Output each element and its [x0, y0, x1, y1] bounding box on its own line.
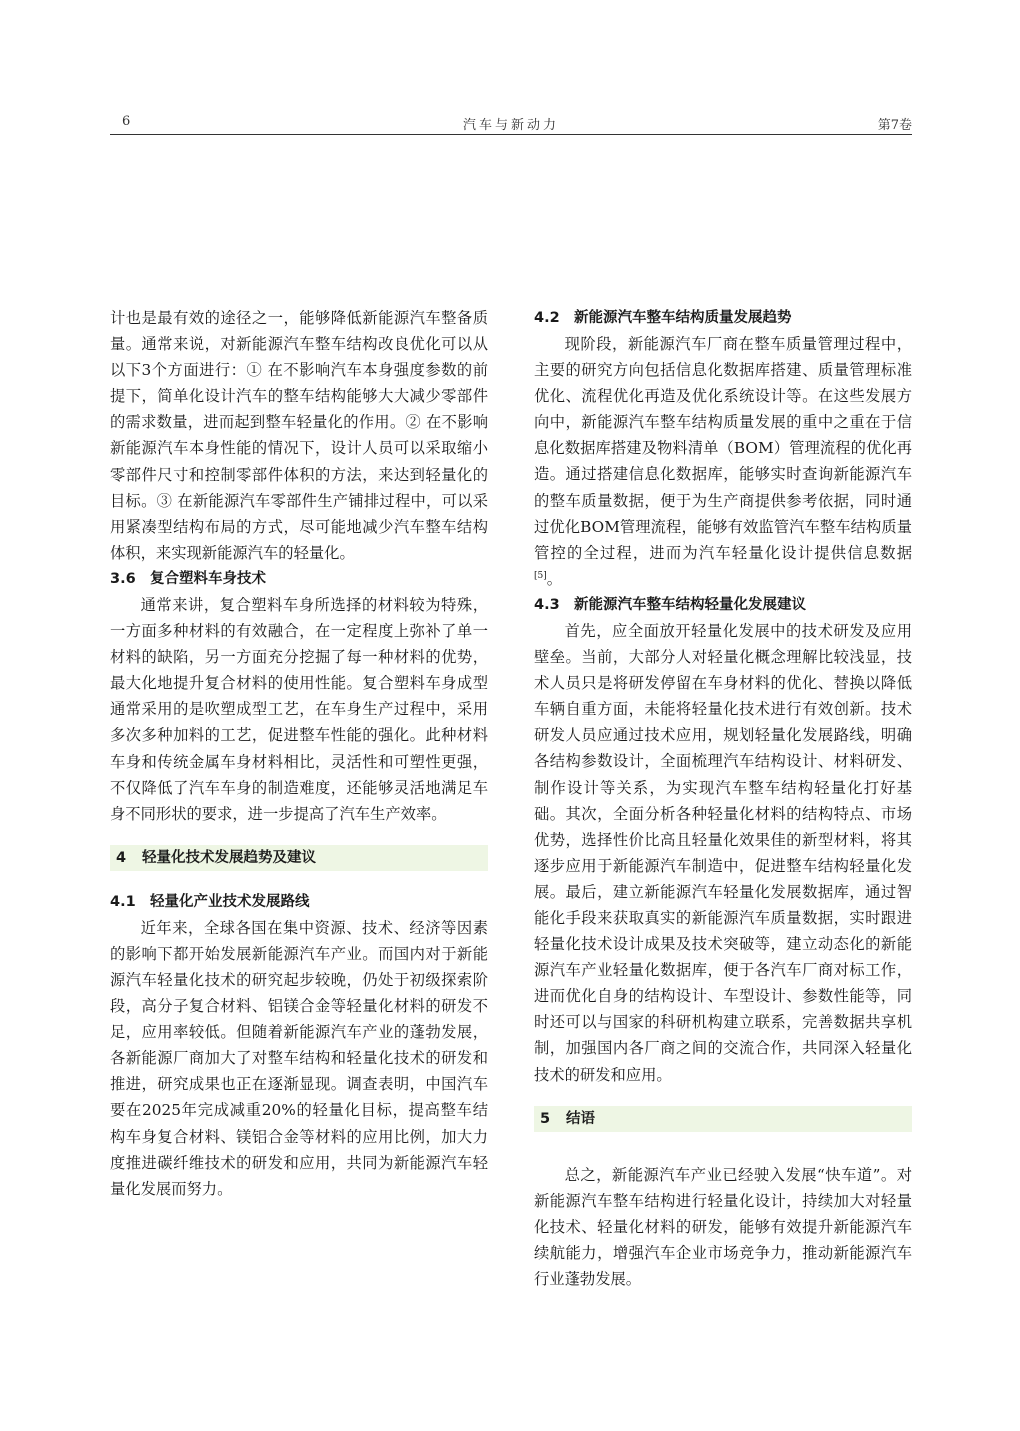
- subsection-title: 复合塑料车身技术: [150, 570, 266, 587]
- citation-ref: [5]: [534, 570, 547, 581]
- paragraph-4-1: 近年来，全球各国在集中资源、技术、经济等因素的影响下都开始发展新能源汽车产业。而国内对于新能源汽车轻量化技术的研究起步较晚，仍处于初级探索阶段，高分子复合材料、铝镁合金等轻量化材料的研发不足，应用率较低。但随着新能源汽车产业的蓬勃发展，各新能源厂商加大了对整车结构和轻量化技术的研发和推进，研究成果也正在逐渐显现。调查表明，中国汽车要在2025年完成减重20%的轻量化目标，提高整车结构车身复合材料、镁铝合金等材料的应用比例，加大力度推进碳纤维技术的研发和应用，共同为新能源汽车轻量化发展而努力。: [110, 918, 488, 1198]
- subsection-number: 4.1: [110, 893, 136, 910]
- subsection-heading-4-2: [534, 305, 912, 331]
- subsection-title: 新能源汽车整车结构质量发展趋势: [574, 310, 792, 326]
- section-number: 5: [540, 1110, 551, 1127]
- paragraph-end: 。: [546, 569, 563, 588]
- subsection-heading-4-1: [110, 889, 488, 915]
- right-column: [534, 305, 912, 1292]
- running-header: [110, 108, 912, 135]
- paragraph-3-6: 通常来讲，复合塑料车身所选择的材料较为特殊，一方面多种材料的有效融合，在一定程度上弥补了单一材料的缺陷，另一方面充分挖掘了每一种材料的优势，最大化地提升复合材料的使用性能。复合塑料车身成型通常采用的是吹塑成型工艺，在车身生产过程中，采用多次多种加料的工艺，促进整车性能的强化。此种材料车身和传统金属车身材料相比，灵活性和可塑性更强，不仅降低了汽车车身的制造难度，还能够灵活地满足车身不同形状的要求，进一步提高了汽车生产效率。: [110, 595, 488, 823]
- section-title: 轻量化技术发展趋势及建议: [142, 849, 316, 866]
- paragraph-continued: 计也是最有效的途径之一，能够降低新能源汽车整备质量。通常来说，对新能源汽车整车结构改良优化可以从以下3个方面进行：① 在不影响汽车本身强度参数的前提下，简单化设计汽车的整车结构能够大大减少零部件的需求数量，进而起到整车轻量化的作用。② 在不影响新能源汽车本身性能的情况下，设计人员可以采取缩小零部件尺寸和控制零部件体积的方法，来达到轻量化的目标。③ 在新能源汽车零部件生产铺排过程中，可以采用紧凑型结构布局的方式，尽可能地减少汽车整车结构体积，来实现新能源汽车的轻量化。: [110, 309, 488, 562]
- section-heading-4: [110, 845, 488, 871]
- paragraph-text: 现阶段，新能源汽车厂商在整车质量管理过程中，主要的研究方向包括信息化数据库搭建、质量管理标准优化、流程优化再造及优化系统设计等。在这些发展方向中，新能源汽车整车结构质量发展的重中之重在于信息化数据库搭建及物料清单（BOM）管理流程的优化再造。通过搭建信息化数据库，能够实时查询新能源汽车的整车质量数据，便于为生产商提供参考依据，同时通过优化BOM管理流程，能够有效监管汽车整车结构质量管控的全过程，进而为汽车轻量化设计提供信息数据: [534, 335, 912, 562]
- paragraph-4-3: 首先，应全面放开轻量化发展中的技术研发及应用壁垒。当前，大部分人对轻量化概念理解比较浅显，技术人员只是将研发停留在车身材料的优化、替换以降低车辆自重方面，未能将轻量化技术进行有效创新。技术研发人员应通过技术应用，规划轻量化发展路线，明确各结构参数设计，全面梳理汽车结构设计、材料研发、制作设计等关系，为实现汽车整车结构轻量化打好基础。其次，全面分析各种轻量化材料的结构特点、市场优势，选择性价比高且轻量化效果佳的新型材料，将其逐步应用于新能源汽车制造中，促进整车结构轻量化发展。最后，建立新能源汽车轻量化发展数据库，通过智能化手段来获取真实的新能源汽车质量数据，实时跟进轻量化技术设计成果及技术突破等，建立动态化的新能源汽车产业轻量化数据库，便于各汽车厂商对标工作，进而优化自身的结构设计、车型设计、参数性能等，同时还可以与国家的科研机构建立联系，完善数据共享机制，加强国内各厂商之间的交流合作，共同深入轻量化技术的研发和应用。: [534, 621, 912, 1084]
- subsection-number: 4.3: [534, 596, 560, 613]
- page-number: 6: [122, 114, 131, 129]
- subsection-heading-3-6: [110, 566, 488, 592]
- subsection-number: 3.6: [110, 570, 136, 587]
- subsection-heading-4-3: [534, 592, 912, 618]
- section-title: 结语: [566, 1110, 595, 1127]
- section-heading-5: [534, 1106, 912, 1132]
- volume-label: 第7卷: [877, 118, 912, 133]
- paragraph-5: 总之，新能源汽车产业已经驶入发展“快车道”。对新能源汽车整车结构进行轻量化设计，持续加大对轻量化技术、轻量化材料的研发，能够有效提升新能源汽车续航能力，增强汽车企业市场竞争力，推动新能源汽车行业蓬勃发展。: [534, 1165, 912, 1288]
- journal-title: 汽车与新动力: [462, 118, 559, 133]
- section-number: 4: [116, 849, 127, 866]
- paragraph-4-2: [534, 331, 912, 592]
- subsection-title: 新能源汽车整车结构轻量化发展建议: [574, 596, 806, 613]
- subsection-title: 轻量化产业技术发展路线: [150, 893, 310, 910]
- subsection-number: 4.2: [534, 310, 560, 326]
- left-column: [110, 305, 488, 1202]
